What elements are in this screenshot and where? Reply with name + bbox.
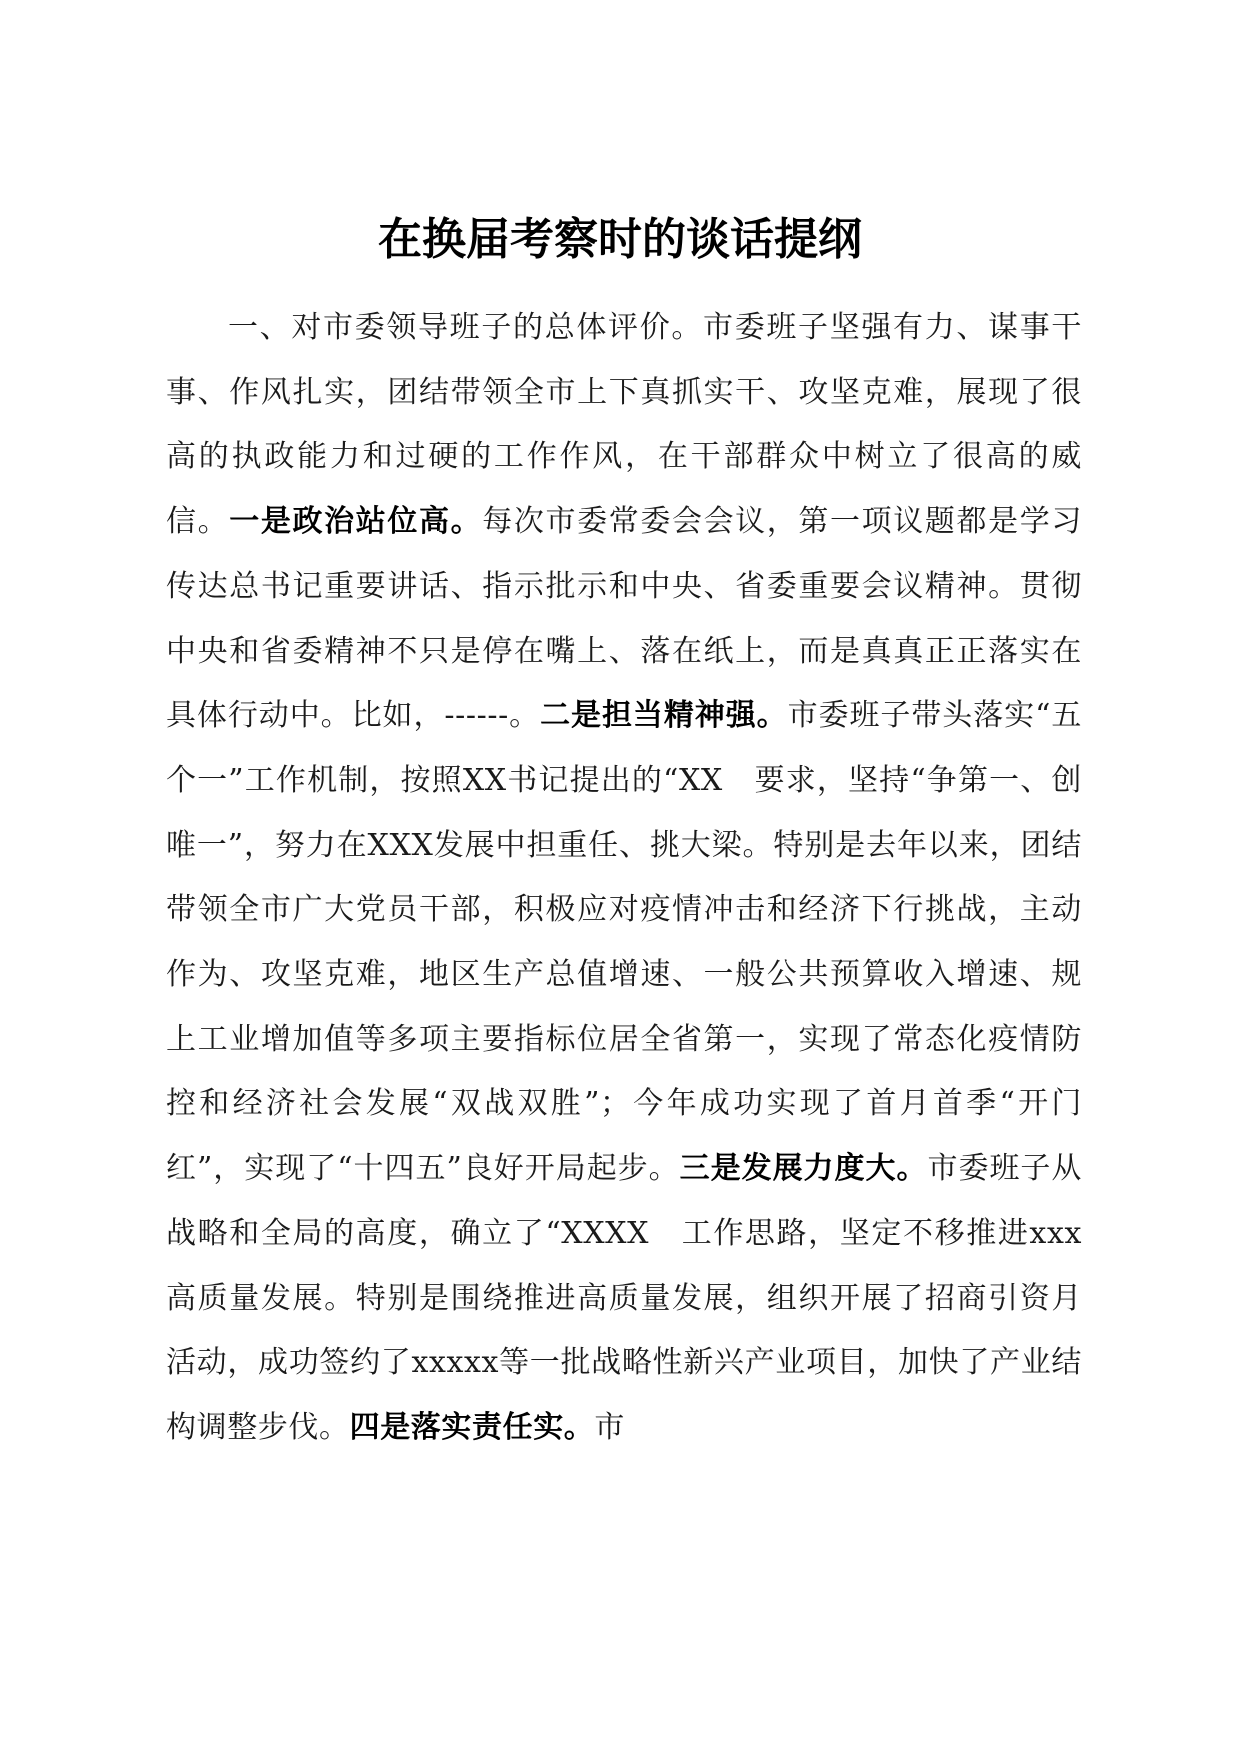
paragraph-segment-emphasis: 一是政治站位高。 [229, 504, 483, 540]
paragraph-segment: 市委班子从战略和全局的高度，确立了“XXXX 工作思路，坚定不移推进xxx高质量发展。特别是围绕推进高质量发展，组织开展了招商引资月活动，成功签约了xxxxx等一批战略性新兴产业项目，加快了产业结构调整步伐。 [166, 1151, 1083, 1445]
paragraph-segment: 每次市委常委会会议，第一项议题都是学习传达总书记重要讲话、指示批示和中央、省委重要会议精神。贯彻中央和省委精神不只是停在嘴上、落在纸上，而是真真正正落实在具体行动中。比如，------。 [166, 504, 1082, 734]
paragraph-segment-emphasis: 三是发展力度大。 [679, 1151, 928, 1187]
paragraph-segment: 市 [594, 1409, 626, 1445]
paragraph-segment: 一、对市委领导班子的总体评价。市委班子坚强有力、谋事干事、作风扎实，团结带领全市上下真抓实干、攻坚克难，展现了很高的执政能力和过硬的工作作风，在干部群众中树立了很高的威信。 [166, 310, 1082, 540]
body-paragraph [166, 296, 1082, 1461]
paragraph-segment-emphasis: 四是落实责任实。 [349, 1409, 595, 1445]
paragraph-segment: 市委班子带头落实“五个一”工作机制，按照XX书记提出的“XX 要求，坚持“争第一、创唯一”，努力在XXX发展中担重任、挑大梁。特别是去年以来，团结带领全市广大党员干部，积极应对疫情冲击和经济下行挑战，主动作为、攻坚克难，地区生产总值增速、一般公共预算收入增速、规上工业增加值等多项主要指标位居全省第一，实现了常态化疫情防控和经济社会发展“双战双胜”；今年成功实现了首月首季“开门红”，实现了“十四五”良好开局起步。 [166, 698, 1082, 1187]
document-title: 在换届考察时的谈话提纲 [378, 214, 862, 265]
paragraph-segment-emphasis: 二是担当精神强。 [540, 698, 788, 734]
